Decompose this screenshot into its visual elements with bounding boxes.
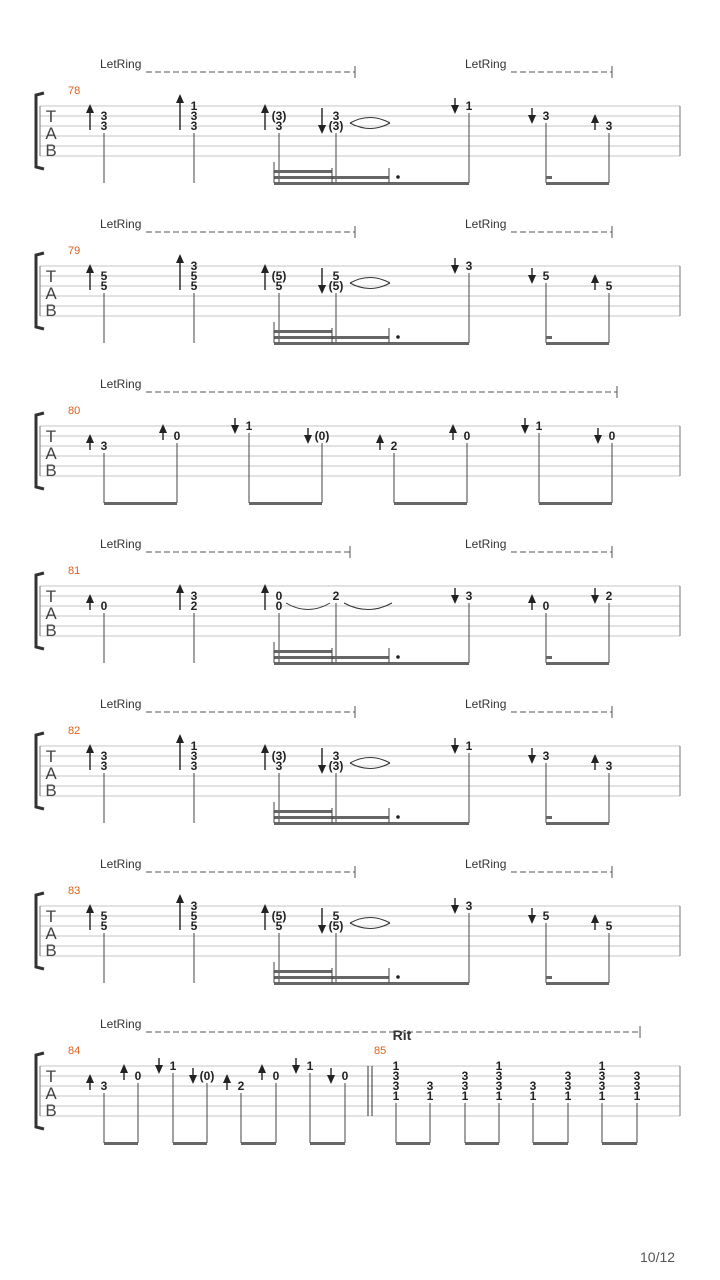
pick-arrow-up-icon: [591, 274, 599, 283]
let-ring-label: LetRing: [100, 537, 142, 551]
fret-number: 3: [100, 749, 108, 763]
fret-number: 5: [605, 919, 613, 933]
let-ring-label: LetRing: [465, 697, 507, 711]
tab-clef-t: T: [45, 427, 57, 446]
pick-arrow-up-icon: [261, 744, 269, 753]
rit-label: Rit: [392, 1027, 412, 1043]
pick-arrow-down-icon: [594, 435, 602, 444]
pick-arrow-down-icon: [318, 125, 326, 134]
fret-number: (5): [271, 909, 287, 923]
fret-number: 1: [598, 1059, 606, 1073]
pick-arrow-up-icon: [261, 904, 269, 913]
fret-number: (5): [271, 269, 287, 283]
pick-arrow-up-icon: [176, 894, 184, 903]
fret-number: 3: [190, 109, 198, 123]
pick-arrow-up-icon: [86, 744, 94, 753]
beam: [241, 1142, 276, 1145]
fret-number: 1: [245, 419, 253, 433]
dot: [396, 815, 400, 819]
fret-number: 3: [190, 749, 198, 763]
system-80: [36, 377, 680, 505]
beam: [465, 1142, 499, 1145]
let-ring-label: LetRing: [100, 377, 142, 391]
beam: [274, 970, 332, 973]
fret-number: 5: [275, 919, 283, 933]
fret-number: 3: [190, 899, 198, 913]
fret-number: 3: [542, 749, 550, 763]
fret-number: 5: [190, 269, 198, 283]
fret-number: 1: [169, 1059, 177, 1073]
pick-arrow-down-icon: [327, 1075, 335, 1084]
let-ring-label: LetRing: [100, 857, 142, 871]
fret-number: 5: [190, 909, 198, 923]
fret-number: 1: [598, 1089, 606, 1103]
fret-number: 3: [633, 1079, 641, 1093]
beam: [546, 982, 609, 985]
tab-clef-t: T: [45, 107, 57, 126]
tab-clef-a: A: [45, 1084, 57, 1103]
pick-arrow-down-icon: [318, 925, 326, 934]
measure-number: 79: [68, 245, 81, 257]
pick-arrow-up-icon: [528, 594, 536, 603]
system-78: [36, 57, 680, 185]
fret-number: 3: [190, 259, 198, 273]
system-79: [36, 217, 680, 345]
pick-arrow-down-icon: [155, 1065, 163, 1074]
fret-number: 3: [529, 1079, 537, 1093]
fret-number: 1: [392, 1059, 400, 1073]
fret-number: 1: [461, 1089, 469, 1103]
fret-number: (0): [199, 1069, 215, 1083]
beam: [173, 1142, 207, 1145]
tab-clef-t: T: [45, 747, 57, 766]
pick-arrow-down-icon: [292, 1065, 300, 1074]
fret-number: 3: [275, 119, 283, 133]
fret-number: 3: [100, 759, 108, 773]
fret-number: 0: [173, 429, 181, 443]
tab-clef-b: B: [45, 781, 57, 800]
tab-clef-a: A: [45, 444, 57, 463]
fret-number: 2: [332, 589, 340, 603]
fret-number: 3: [495, 1079, 503, 1093]
fret-number: 3: [332, 109, 340, 123]
fret-number: 1: [465, 99, 473, 113]
fret-number: 3: [465, 589, 473, 603]
fret-number: 1: [495, 1059, 503, 1073]
fret-number: 0: [275, 599, 283, 613]
fret-number: 3: [190, 759, 198, 773]
pick-arrow-up-icon: [86, 434, 94, 443]
measure-number: 83: [68, 885, 81, 897]
fret-number: (5): [328, 919, 344, 933]
fret-number: 1: [495, 1089, 503, 1103]
pick-arrow-up-icon: [159, 424, 167, 433]
beam: [394, 502, 467, 505]
pick-arrow-up-icon: [223, 1074, 231, 1083]
fret-number: 1: [465, 739, 473, 753]
beam: [539, 502, 612, 505]
beam: [274, 182, 469, 185]
beam: [274, 982, 469, 985]
fret-number: 3: [465, 259, 473, 273]
beam: [274, 330, 332, 333]
fret-number: 5: [275, 279, 283, 293]
fret-number: 0: [542, 599, 550, 613]
tie-arc: [350, 118, 390, 124]
beam: [274, 662, 469, 665]
pick-arrow-up-icon: [86, 594, 94, 603]
pick-arrow-up-icon: [261, 104, 269, 113]
fret-number: 2: [605, 589, 613, 603]
pick-arrow-up-icon: [86, 1074, 94, 1083]
beam: [104, 1142, 138, 1145]
pick-arrow-down-icon: [451, 745, 459, 754]
fret-number: 3: [605, 759, 613, 773]
beam: [546, 182, 609, 185]
pick-arrow-up-icon: [176, 734, 184, 743]
beam: [310, 1142, 345, 1145]
pick-arrow-up-icon: [86, 904, 94, 913]
beam-stub: [546, 176, 552, 179]
fret-number: 3: [465, 899, 473, 913]
tab-clef-a: A: [45, 124, 57, 143]
fret-number: 5: [100, 919, 108, 933]
pick-arrow-down-icon: [528, 115, 536, 124]
dot: [396, 175, 400, 179]
fret-number: 0: [341, 1069, 349, 1083]
tab-clef-a: A: [45, 764, 57, 783]
pick-arrow-up-icon: [176, 584, 184, 593]
pick-arrow-down-icon: [451, 265, 459, 274]
beam: [274, 810, 332, 813]
beam-stub: [546, 656, 552, 659]
pick-arrow-up-icon: [591, 914, 599, 923]
fret-number: 1: [564, 1089, 572, 1103]
fret-number: 3: [100, 109, 108, 123]
tab-clef-b: B: [45, 621, 57, 640]
pick-arrow-down-icon: [451, 105, 459, 114]
pick-arrow-up-icon: [258, 1064, 266, 1073]
pick-arrow-down-icon: [318, 285, 326, 294]
let-ring-label: LetRing: [465, 857, 507, 871]
fret-number: 3: [598, 1079, 606, 1093]
pick-arrow-down-icon: [521, 425, 529, 434]
pick-arrow-up-icon: [86, 104, 94, 113]
pick-arrow-down-icon: [451, 595, 459, 604]
pick-arrow-down-icon: [528, 275, 536, 284]
pick-arrow-down-icon: [591, 595, 599, 604]
pick-arrow-down-icon: [304, 435, 312, 444]
fret-number: 5: [542, 269, 550, 283]
fret-number: 0: [608, 429, 616, 443]
fret-number: 1: [535, 419, 543, 433]
fret-number: 3: [190, 589, 198, 603]
beam: [546, 662, 609, 665]
beam: [546, 342, 609, 345]
fret-number: 3: [100, 119, 108, 133]
fret-number: 3: [100, 439, 108, 453]
let-ring-label: LetRing: [100, 57, 142, 71]
fret-number: 5: [190, 279, 198, 293]
fret-number: 5: [100, 279, 108, 293]
fret-number: 3: [495, 1069, 503, 1083]
fret-number: 5: [542, 909, 550, 923]
tab-clef-b: B: [45, 941, 57, 960]
fret-number: (3): [271, 109, 287, 123]
fret-number: 1: [190, 739, 198, 753]
tab-clef-b: B: [45, 461, 57, 480]
tie-arc: [350, 278, 390, 284]
fret-number: 3: [426, 1079, 434, 1093]
fret-number: 3: [564, 1069, 572, 1083]
pick-arrow-down-icon: [451, 905, 459, 914]
pick-arrow-down-icon: [189, 1075, 197, 1084]
fret-number: (3): [271, 749, 287, 763]
fret-number: 5: [605, 279, 613, 293]
beam: [396, 1142, 430, 1145]
tab-clef-t: T: [45, 1067, 57, 1086]
fret-number: 0: [272, 1069, 280, 1083]
beam: [602, 1142, 637, 1145]
fret-number: 2: [237, 1079, 245, 1093]
tab-clef-t: T: [45, 587, 57, 606]
fret-number: 5: [332, 909, 340, 923]
fret-number: 2: [190, 599, 198, 613]
let-ring-label: LetRing: [100, 697, 142, 711]
tab-clef-b: B: [45, 141, 57, 160]
fret-number: 0: [134, 1069, 142, 1083]
beam: [274, 170, 332, 173]
let-ring-label: LetRing: [465, 57, 507, 71]
pick-arrow-up-icon: [176, 94, 184, 103]
fret-number: 3: [605, 119, 613, 133]
fret-number: 5: [100, 269, 108, 283]
beam: [533, 1142, 568, 1145]
fret-number: 1: [392, 1089, 400, 1103]
measure-number: 85: [374, 1045, 387, 1057]
fret-number: 3: [190, 119, 198, 133]
beam: [104, 502, 177, 505]
beam-stub: [546, 976, 552, 979]
let-ring-label: LetRing: [465, 217, 507, 231]
tab-clef-a: A: [45, 604, 57, 623]
beam: [274, 342, 469, 345]
pick-arrow-up-icon: [376, 434, 384, 443]
measure-number: 80: [68, 405, 81, 417]
tab-clef-b: B: [45, 301, 57, 320]
measure-number: 82: [68, 725, 81, 737]
let-ring-label: LetRing: [100, 1017, 142, 1031]
fret-number: 3: [100, 1079, 108, 1093]
fret-number: 0: [463, 429, 471, 443]
tie-arc: [350, 918, 390, 924]
pick-arrow-down-icon: [231, 425, 239, 434]
pick-arrow-up-icon: [261, 584, 269, 593]
fret-number: 3: [542, 109, 550, 123]
fret-number: 3: [564, 1079, 572, 1093]
fret-number: 3: [275, 759, 283, 773]
fret-number: (3): [328, 119, 344, 133]
pick-arrow-up-icon: [86, 264, 94, 273]
beam: [274, 822, 469, 825]
pick-arrow-up-icon: [261, 264, 269, 273]
measure-number: 78: [68, 85, 81, 97]
fret-number: 0: [100, 599, 108, 613]
let-ring-label: LetRing: [465, 537, 507, 551]
pick-arrow-up-icon: [591, 114, 599, 123]
fret-number: (0): [314, 429, 330, 443]
beam: [274, 650, 332, 653]
measure-number: 84: [68, 1045, 81, 1057]
fret-number: 3: [461, 1079, 469, 1093]
fret-number: 1: [306, 1059, 314, 1073]
dot: [396, 655, 400, 659]
fret-number: 1: [633, 1089, 641, 1103]
beam: [249, 502, 322, 505]
system-83: [36, 857, 680, 985]
tab-clef-t: T: [45, 907, 57, 926]
measure-number: 81: [68, 565, 81, 577]
fret-number: 2: [390, 439, 398, 453]
dot: [396, 335, 400, 339]
tab-clef-a: A: [45, 284, 57, 303]
fret-number: (3): [328, 759, 344, 773]
pick-arrow-up-icon: [120, 1064, 128, 1073]
tab-clef-b: B: [45, 1101, 57, 1120]
fret-number: 0: [275, 589, 283, 603]
fret-number: 5: [190, 919, 198, 933]
tab-clef-t: T: [45, 267, 57, 286]
dot: [396, 975, 400, 979]
fret-number: 1: [426, 1089, 434, 1103]
page-number: 10/12: [640, 1249, 676, 1265]
fret-number: 3: [598, 1069, 606, 1083]
fret-number: (5): [328, 279, 344, 293]
pick-arrow-up-icon: [449, 424, 457, 433]
beam: [546, 822, 609, 825]
fret-number: 3: [633, 1069, 641, 1083]
pick-arrow-down-icon: [528, 915, 536, 924]
fret-number: 5: [100, 909, 108, 923]
fret-number: 5: [332, 269, 340, 283]
system-82: [36, 697, 680, 825]
pick-arrow-down-icon: [318, 765, 326, 774]
pick-arrow-up-icon: [591, 754, 599, 763]
fret-number: 1: [190, 99, 198, 113]
beam-stub: [546, 336, 552, 339]
pick-arrow-down-icon: [528, 755, 536, 764]
fret-number: 3: [461, 1069, 469, 1083]
fret-number: 1: [529, 1089, 537, 1103]
system-81: [36, 537, 680, 665]
beam-stub: [546, 816, 552, 819]
tie-arc: [350, 758, 390, 764]
fret-number: 3: [332, 749, 340, 763]
tab-clef-a: A: [45, 924, 57, 943]
let-ring-label: LetRing: [100, 217, 142, 231]
fret-number: 3: [392, 1079, 400, 1093]
fret-number: 3: [392, 1069, 400, 1083]
pick-arrow-up-icon: [176, 254, 184, 263]
system-84: [36, 1017, 680, 1145]
